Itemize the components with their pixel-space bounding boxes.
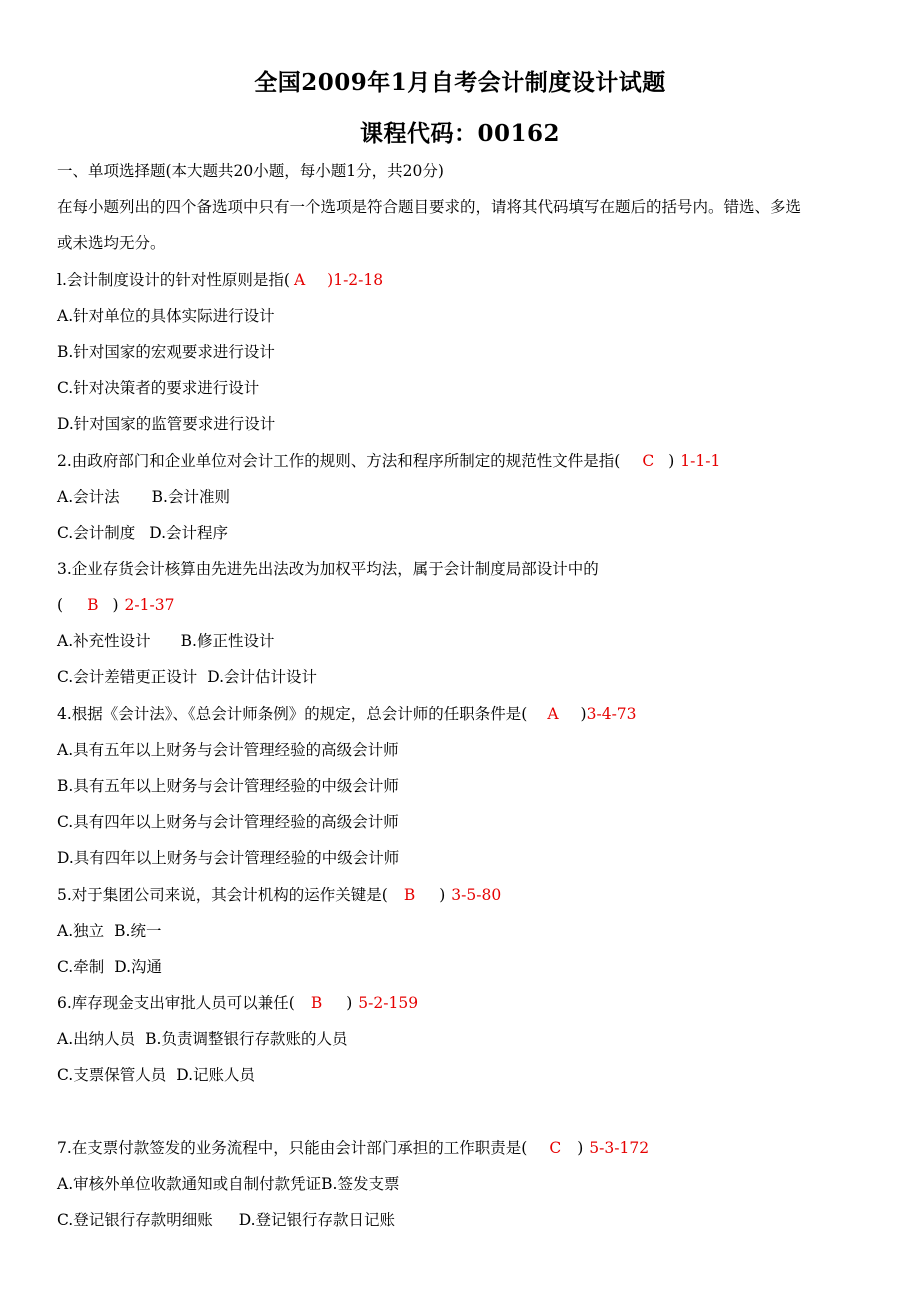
option-5b: B.统一 — [114, 922, 162, 940]
option-1c: C.针对决策者的要求进行设计 — [57, 379, 260, 397]
option-7b: B.签发支票 — [321, 1175, 400, 1193]
option-3b: B.修正性设计 — [180, 632, 275, 650]
question-stem: 4.根据《会计法》、《总会计师条例》的规定，总会计师的任职条件是( — [57, 705, 528, 723]
option-6c: C.支票保管人员 — [57, 1066, 167, 1084]
option-6d: D.记账人员 — [176, 1066, 256, 1084]
options-2cd — [57, 523, 228, 543]
option-7d: D.登记银行存款日记账 — [238, 1211, 396, 1229]
option-1a: A.针对单位的具体实际进行设计 — [57, 307, 275, 325]
options-6cd — [57, 1065, 255, 1085]
close-paren: ) — [112, 596, 119, 614]
close-paren: ) — [668, 452, 675, 470]
option-5c: C.牵制 — [57, 958, 105, 976]
answer-3: B — [87, 596, 99, 614]
option-3a: A.补充性设计 — [57, 632, 151, 650]
question-stem: 5.对于集团公司来说，其会计机构的运作关键是( — [57, 886, 388, 904]
question-stem: l.会计制度设计的针对性原则是指( — [57, 271, 290, 289]
option-6b: B.负责调整银行存款账的人员 — [145, 1030, 348, 1048]
reference-1: 1-2-18 — [333, 271, 384, 289]
question-1-stem — [57, 270, 383, 290]
options-7ab — [57, 1174, 399, 1194]
option-1b: B.针对国家的宏观要求进行设计 — [57, 343, 275, 361]
reference-7: 5-3-172 — [589, 1139, 650, 1157]
options-3cd — [57, 667, 317, 687]
close-paren: ) — [580, 705, 587, 723]
option-2d: D.会计程序 — [149, 524, 229, 542]
answer-4: A — [547, 705, 559, 723]
option-4c: C.具有四年以上财务与会计管理经验的高级会计师 — [57, 813, 399, 831]
reference-3: 2-1-37 — [124, 596, 175, 614]
option-2a: A.会计法 — [57, 488, 120, 506]
reference-2: 1-1-1 — [680, 452, 721, 470]
option-3d: D.会计估计设计 — [207, 668, 318, 686]
close-paren: ) — [327, 271, 334, 289]
question-stem: 7.在支票付款签发的业务流程中，只能由会计部门承担的工作职责是( — [57, 1139, 528, 1157]
options-2ab — [57, 487, 230, 507]
options-7cd — [57, 1210, 395, 1230]
reference-6: 5-2-159 — [358, 994, 419, 1012]
reference-4: 3-4-73 — [586, 705, 637, 723]
question-7-stem — [57, 1138, 649, 1158]
course-code: 课程代码：00162 — [359, 120, 561, 147]
options-5cd — [57, 957, 162, 977]
question-5-stem — [57, 885, 501, 905]
question-6-stem — [57, 993, 418, 1013]
instructions-line-2: 或未选均无分。 — [57, 234, 166, 252]
answer-6: B — [310, 994, 323, 1012]
option-5d: D.沟通 — [114, 958, 163, 976]
instructions-line-1: 在每小题列出的四个备选项中只有一个选项是符合题目要求的，请将其代码填写在题后的括号内。错选、多选 — [57, 198, 802, 216]
answer-1: A — [293, 271, 306, 289]
page-title: 全国2009年1月自考会计制度设计试题 — [254, 69, 666, 96]
option-7c: C.登记银行存款明细账 — [57, 1211, 213, 1229]
answer-2: C — [642, 452, 655, 470]
question-3-answer-line — [57, 595, 174, 615]
options-5ab — [57, 921, 161, 941]
question-stem: 2.由政府部门和企业单位对会计工作的规则、方法和程序所制定的规范性文件是指( — [57, 452, 621, 470]
option-2b: B.会计准则 — [151, 488, 230, 506]
options-6ab — [57, 1029, 347, 1049]
options-3ab — [57, 631, 274, 651]
option-1d: D.针对国家的监管要求进行设计 — [57, 415, 276, 433]
close-paren: ) — [346, 994, 353, 1012]
option-3c: C.会计差错更正设计 — [57, 668, 198, 686]
option-6a: A.出纳人员 — [57, 1030, 136, 1048]
question-stem: 6.库存现金支出审批人员可以兼任( — [57, 994, 295, 1012]
option-4b: B.具有五年以上财务与会计管理经验的中级会计师 — [57, 777, 399, 795]
option-7a: A.审核外单位收款通知或自制付款凭证 — [57, 1175, 322, 1193]
question-3-stem: 3.企业存货会计核算由先进先出法改为加权平均法，属于会计制度局部设计中的 — [57, 560, 599, 578]
answer-7: C — [549, 1139, 562, 1157]
option-4a: A.具有五年以上财务与会计管理经验的高级会计师 — [57, 741, 399, 759]
question-2-stem — [57, 451, 720, 471]
question-4-stem — [57, 704, 637, 724]
option-5a: A.独立 — [57, 922, 105, 940]
close-paren: ) — [577, 1139, 584, 1157]
close-paren: ) — [439, 886, 446, 904]
reference-5: 3-5-80 — [451, 886, 502, 904]
section-heading: 一、单项选择题(本大题共20小题，每小题1分，共20分) — [57, 162, 444, 180]
option-4d: D.具有四年以上财务与会计管理经验的中级会计师 — [57, 849, 400, 867]
option-2c: C.会计制度 — [57, 524, 136, 542]
answer-5: B — [403, 886, 416, 904]
open-paren: ( — [57, 596, 64, 614]
